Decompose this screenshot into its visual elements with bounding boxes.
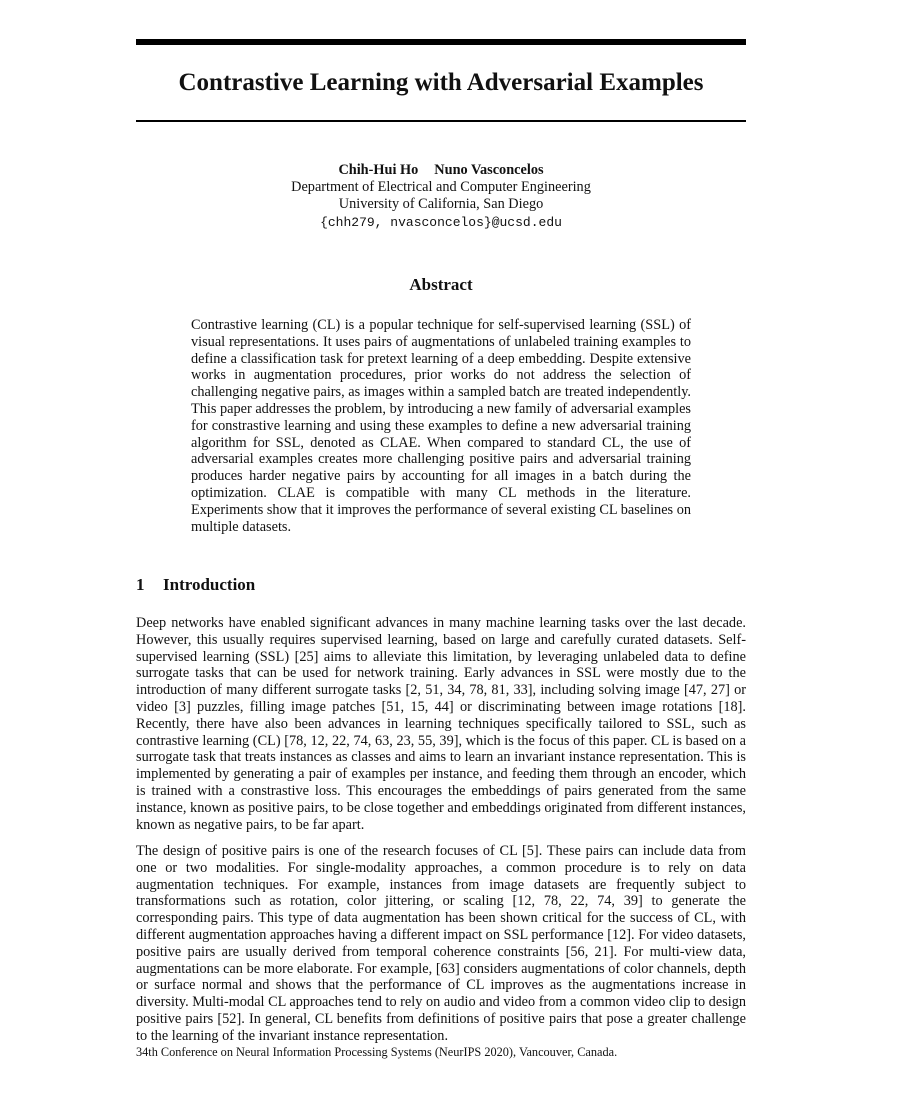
intro-paragraph-1: Deep networks have enabled significant advances in many machine learning tasks over the last decade. However, this usually requires supervised learning, based on large and carefully curated datasets. Self-supervised learning (SSL) [25] aims to alleviate this limitation, by leveraging unlabeled data to define surrogate tasks that can be used for network training. Early advances in SSL were mostly due to the introduction of many different surrogate tasks [2, 51, 34, 78, 81, 33], including solving image [47, 27] or video [3] puzzles, filling image patches [51, 15, 44] or discriminating between image rotations [18]. Recently, there have also been advances in learning techniques specifically tailored to SSL, such as contrastive learning (CL) [78, 12, 22, 74, 63, 23, 55, 39], which is the focus of this paper. CL is based on a surrogate task that treats instances as classes and aims to learn an invariant instance representation. This is implemented by generating a pair of examples per instance, and feeding them through an encoder, which is trained with a constrastive loss. This encourages the embeddings of pairs generated from the same instance, known as positive pairs, to be close together and embeddings originated from different instances, known as negative pairs, to be far apart. <box>136 615 746 833</box>
title-bottom-rule <box>136 120 746 122</box>
author-names <box>136 162 746 179</box>
title-top-rule <box>136 39 746 45</box>
author-university: University of California, San Diego <box>338 196 544 213</box>
author-department: Department of Electrical and Computer Engineering <box>291 179 591 196</box>
section-heading <box>136 574 746 596</box>
abstract-text: Contrastive learning (CL) is a popular technique for self-supervised learning (SSL) of visual representations. It uses pairs of augmentations of unlabeled training examples to define a classification task for pretext learning of a deep embedding. Despite extensive works in augmentation procedures, prior works do not address the selection of challenging negative pairs, as images within a sampled batch are treated independently. This paper addresses the problem, by introducing a new family of adversarial examples for constrastive learning and using these examples to define a new adversarial training algorithm for SSL, denoted as CLAE. When compared to standard CL, the use of adversarial examples creates more challenging positive pairs and adversarial training produces harder negative pairs by accounting for all images in a batch during the optimization. CLAE is compatible with many CL methods in the literature. Experiments show that it improves the performance of several existing CL baselines on multiple datasets. <box>191 317 691 535</box>
author-block <box>136 162 746 231</box>
paper-title: Contrastive Learning with Adversarial Examples <box>178 69 704 96</box>
conference-footnote: 34th Conference on Neural Information Processing Systems (NeurIPS 2020), Vancouver, Canada. <box>136 1045 618 1059</box>
abstract-heading: Abstract <box>409 275 473 294</box>
section-number: 1 <box>136 575 145 594</box>
author-name: Nuno Vasconcelos <box>434 162 544 178</box>
section-title: Introduction <box>163 575 256 594</box>
intro-paragraph-2: The design of positive pairs is one of the research focuses of CL [5]. These pairs can include data from one or two modalities. For single-modality approaches, a common procedure is to rely on data augmentation techniques. For example, instances from image datasets are frequently subject to transformations such as rotation, color jittering, or scaling [12, 78, 22, 74, 39] to generate the corresponding pairs. This type of data augmentation has been shown critical for the success of CL, with different augmentation approaches having a different impact on SSL performance [12]. For video datasets, positive pairs are usually derived from temporal coherence constraints [56, 21]. For multi-view data, augmentations can be more elaborate. For example, [63] considers augmentations of color channels, depth or surface normal and shows that the performance of CL improves as the augmentations increase in diversity. Multi-modal CL approaches tend to rely on audio and video from a common video clip to design positive pairs [52]. In general, CL benefits from definitions of positive pairs that pose a greater challenge to the learning of the invariant instance representation. <box>136 843 746 1044</box>
author-email[interactable]: {chh279, nvasconcelos}@ucsd.edu <box>320 214 562 230</box>
author-name: Chih-Hui Ho <box>338 162 419 178</box>
